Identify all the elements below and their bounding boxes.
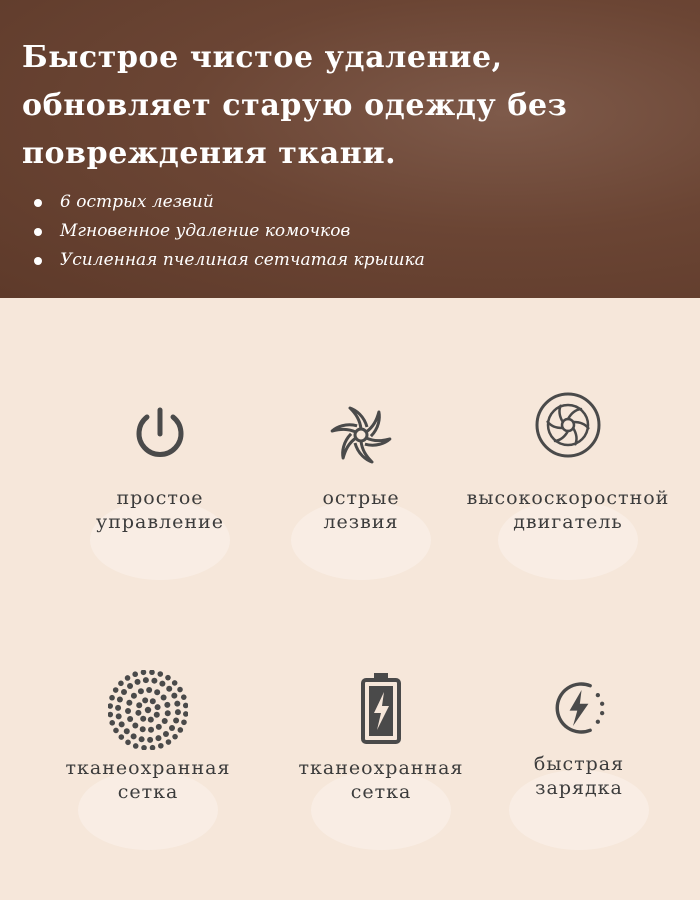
mesh-dot: [117, 696, 123, 702]
mesh-dot: [145, 707, 151, 713]
bullet-item: [34, 188, 425, 217]
mesh-dot: [178, 727, 184, 733]
feature-label: простое управление: [96, 487, 224, 533]
mesh-dot: [150, 698, 156, 704]
mesh-dot: [166, 686, 172, 692]
mesh-dot: [108, 703, 113, 709]
bullet-text: 6 острых лезвий: [60, 192, 214, 212]
mesh-dot: [169, 725, 175, 731]
mesh-dot: [156, 724, 162, 730]
feature-label: острые лезвия: [322, 487, 400, 533]
mesh-dot: [174, 701, 180, 707]
mesh-dot: [161, 694, 167, 700]
feature-label: быстрая зарядка: [533, 753, 625, 799]
mesh-dot: [127, 683, 133, 689]
mesh-dot: [140, 726, 146, 732]
mesh-dot: [138, 688, 144, 694]
mesh-dot: [131, 733, 137, 739]
mesh-dot: [139, 736, 145, 742]
feature-bullet-list: [34, 188, 425, 275]
fast-charge-icon: [549, 678, 609, 738]
header-banner: [0, 0, 700, 298]
mesh-dot: [119, 721, 125, 727]
mesh-dot: [142, 697, 148, 703]
mesh-dot: [166, 739, 172, 745]
motor-icon: [533, 390, 603, 460]
mesh-dot: [125, 708, 131, 714]
mesh-dot: [172, 680, 178, 686]
bullet-dot-icon: [34, 228, 42, 236]
mesh-dot: [109, 695, 115, 701]
mesh-dot: [147, 737, 153, 743]
mesh-dot: [155, 735, 161, 741]
bullet-item: [34, 246, 425, 275]
mesh-dot: [136, 702, 142, 708]
mesh-dot: [157, 671, 163, 677]
mesh-dot: [133, 743, 139, 749]
mesh-dot: [154, 712, 160, 718]
feature-label: тканеохранная сетка: [298, 757, 464, 803]
mesh-dot: [127, 716, 133, 722]
mesh-dot: [149, 670, 155, 675]
mesh-dot: [108, 712, 113, 718]
mesh-dot: [109, 720, 115, 726]
blade-fan-icon: [326, 400, 396, 470]
mesh-dot: [159, 681, 165, 687]
mesh-dot: [165, 710, 171, 716]
mesh-dot: [135, 679, 141, 685]
feature-sharp-blades: [246, 400, 476, 534]
mesh-dot: [140, 716, 146, 722]
headline: Быстрое чистое удаление, обновляет старую одежду без повреждения ткани.: [22, 40, 568, 171]
mesh-dot: [181, 694, 187, 700]
battery-icon: [346, 670, 416, 750]
mesh-dot: [173, 718, 179, 724]
bullet-dot-icon: [34, 199, 42, 207]
mesh-dot: [183, 711, 188, 717]
feature-battery: [266, 670, 496, 804]
mesh-dot: [113, 687, 119, 693]
mesh-dot: [132, 671, 138, 677]
mesh-dot: [121, 689, 127, 695]
mesh-dot: [141, 745, 147, 750]
mesh-dot: [148, 717, 154, 723]
mesh-dot: [148, 727, 154, 733]
dotted-mesh-icon: [108, 670, 188, 750]
feature-label: тканеохранная сетка: [65, 757, 231, 803]
mesh-dot: [143, 677, 149, 683]
mesh-dot: [183, 703, 188, 709]
mesh-dot: [158, 743, 164, 749]
mesh-dot: [165, 675, 171, 681]
mesh-dot: [175, 709, 181, 715]
feature-label: высокоскоростной двигатель: [466, 487, 670, 533]
mesh-dot: [163, 731, 169, 737]
mesh-dot: [141, 670, 147, 675]
mesh-dot: [119, 734, 125, 740]
bullet-text: Усиленная пчелиная сетчатая крышка: [60, 250, 425, 270]
bullet-dot-icon: [34, 257, 42, 265]
mesh-dot: [132, 722, 138, 728]
bullet-text: Мгновенное удаление комочков: [60, 221, 351, 241]
mesh-dot: [171, 693, 177, 699]
mesh-dot: [146, 687, 152, 693]
mesh-dot: [154, 689, 160, 695]
mesh-dot: [113, 728, 119, 734]
mesh-dot: [162, 718, 168, 724]
mesh-dot: [177, 687, 183, 693]
feature-protective-mesh: [33, 670, 263, 804]
mesh-dot: [115, 705, 121, 711]
mesh-dot: [125, 740, 131, 746]
feature-high-speed-motor: [453, 390, 683, 534]
mesh-dot: [116, 713, 122, 719]
mesh-dot: [118, 681, 124, 687]
mesh-dot: [131, 693, 137, 699]
mesh-dot: [150, 745, 156, 750]
mesh-dot: [172, 734, 178, 740]
mesh-dot: [151, 678, 157, 684]
mesh-dot: [126, 700, 132, 706]
power-icon: [125, 400, 195, 470]
mesh-dot: [155, 704, 161, 710]
mesh-dot: [181, 719, 187, 725]
feature-simple-control: [45, 400, 275, 534]
mesh-dot: [124, 728, 130, 734]
mesh-dot: [125, 675, 131, 681]
feature-fast-charge: [464, 678, 694, 800]
features-section: [0, 298, 700, 900]
bullet-item: [34, 217, 425, 246]
mesh-dot: [135, 710, 141, 716]
mesh-dot: [164, 702, 170, 708]
